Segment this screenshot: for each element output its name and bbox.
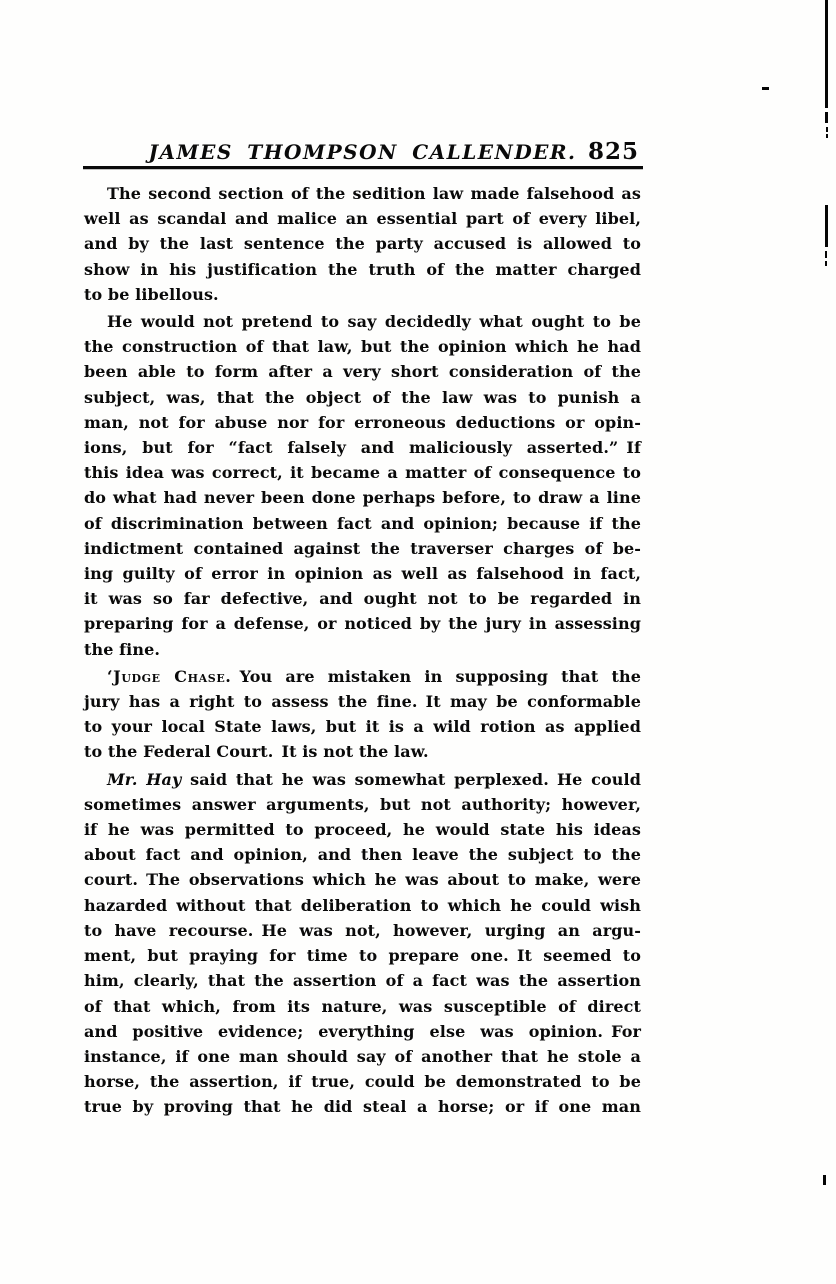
text-line: sometimes answer arguments, but not authority; however, <box>84 794 641 814</box>
text-line: instance, if one man should say of another that he stole a <box>84 1046 641 1066</box>
scan-artifact-edge-line <box>825 0 828 108</box>
scan-artifact-edge-line <box>825 205 828 247</box>
text-line: jury has a right to assess the fine. It may be conformable <box>84 692 641 712</box>
text-line: to the Federal Court. It is not the law. <box>84 742 429 762</box>
text-line: to your local State laws, but it is a wild rotion as applied <box>84 717 641 737</box>
text-line: of discrimination between fact and opinion; because if the <box>84 513 641 533</box>
paragraph-construction-of-law <box>84 309 641 662</box>
page-number: 825 <box>587 138 639 165</box>
text-line: if he was permitted to proceed, he would state his ideas <box>84 820 641 840</box>
paragraph-lines <box>84 689 641 739</box>
scan-artifact-edge-tick <box>823 1175 826 1185</box>
text-line: to be libellous. <box>84 284 219 304</box>
text-line: horse, the assertion, if true, could be demonstrated to be <box>84 1072 641 1092</box>
text-line: it was so far defective, and ought not to be regarded in <box>84 589 641 609</box>
text-line: hazarded without that deliberation to which he could wish <box>84 895 641 915</box>
scan-artifact-edge-dash <box>825 261 827 266</box>
scan-artifact-edge-dash <box>825 112 828 123</box>
text-line: show in his justification the truth of the matter charged <box>84 259 641 279</box>
text-line: of that which, from its nature, was susceptible of direct <box>84 996 641 1016</box>
text-line: him, clearly, that the assertion of a fact was the assertion <box>84 971 641 991</box>
text-line: ions, but for “fact falsely and maliciously asserted.” If <box>84 438 641 458</box>
body-text <box>84 181 641 1120</box>
text-line: The second section of the sedition law made falsehood as <box>107 184 641 203</box>
text-line: the construction of that law, but the opinion which he had <box>84 337 641 357</box>
text-line: court. The observations which he was about to make, were <box>84 870 641 890</box>
text-line: this idea was correct, it became a matter of consequence to <box>84 463 641 483</box>
text-line: indictment contained against the traverser charges of be- <box>84 538 641 558</box>
text-line: about fact and opinion, and then leave the subject to the <box>84 845 641 865</box>
text-line: ing guilty of error in opinion as well as falsehood in fact, <box>84 564 641 584</box>
speaker-name: ‘Judge Chase. <box>107 666 232 686</box>
text-line: to have recourse. He was not, however, urging an argu- <box>84 920 641 940</box>
scan-artifact-edge-dash <box>826 127 828 132</box>
paragraph-lines <box>84 206 641 282</box>
text-line <box>84 664 641 689</box>
paragraph-mr-hay <box>84 767 641 1120</box>
paragraph-judge-chase <box>84 664 641 765</box>
paragraph-lines <box>84 792 641 1120</box>
text-line: the fine. <box>84 639 161 659</box>
scan-artifact-edge-dash <box>825 251 827 258</box>
text-line: man, not for abuse nor for erroneous deductions or opin- <box>84 412 641 432</box>
paragraph-lines <box>84 334 641 636</box>
text-line: and by the last sentence the party accused is allowed to <box>84 234 641 254</box>
text-line: He would not pretend to say decidedly what ought to be <box>107 312 641 332</box>
speaker-name: Mr. Hay <box>107 769 182 789</box>
paragraph-sedition-law <box>84 181 641 307</box>
text-line: subject, was, that the object of the law was to punish a <box>84 387 641 407</box>
text-line: true by proving that he did steal a horse; or if one man <box>84 1097 641 1117</box>
speech-text: You are mistaken in supposing that the <box>231 666 641 686</box>
text-line: well as scandal and malice an essential part of every libel, <box>84 209 641 229</box>
text-line: and positive evidence; everything else was opinion. For <box>84 1021 641 1041</box>
scan-artifact-edge-dash <box>826 134 828 138</box>
running-header-title: JAMES THOMPSON CALLENDER. <box>148 140 577 164</box>
text-line: ment, but praying for time to prepare one. It seemed to <box>84 946 641 966</box>
text-line: been able to form after a very short consideration of the <box>84 362 641 382</box>
header-rule <box>83 166 643 169</box>
text-line: preparing for a defense, or noticed by the jury in assessing <box>84 614 641 634</box>
speech-text: said that he was somewhat perplexed. He could <box>181 769 641 789</box>
text-line: do what had never been done perhaps before, to draw a line <box>84 488 641 508</box>
text-line <box>84 767 641 792</box>
scan-artifact-speck <box>762 87 769 90</box>
